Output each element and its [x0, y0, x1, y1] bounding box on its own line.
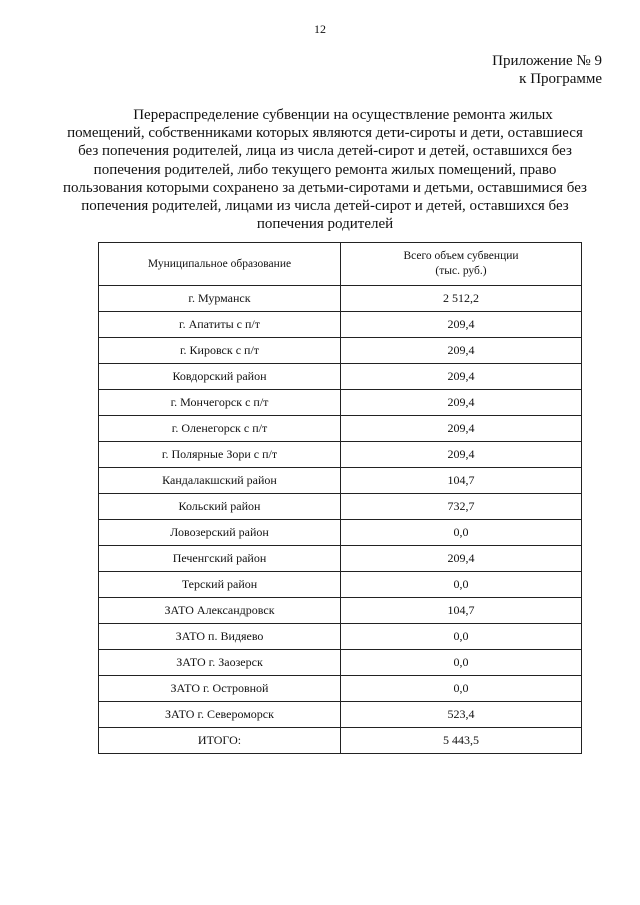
header-subsidy-label: Всего объем субвенции	[403, 250, 519, 262]
subsidy-value-cell: 0,0	[341, 520, 582, 546]
table-row	[99, 650, 582, 676]
subsidy-value-cell: 209,4	[341, 546, 582, 572]
subsidy-value-cell: 209,4	[341, 364, 582, 390]
header-municipality: Муниципальное образование	[99, 243, 341, 286]
title-line: помещений, собственниками которых являются дети-сироты и дети, оставшиеся	[67, 125, 583, 142]
subsidy-value-cell: 104,7	[341, 598, 582, 624]
appendix-reference: к Программе	[519, 71, 602, 87]
table-row	[99, 546, 582, 572]
table-header-row	[99, 243, 582, 286]
subsidy-value-cell: 209,4	[341, 338, 582, 364]
header-subsidy-total	[341, 243, 582, 286]
table-row	[99, 416, 582, 442]
municipality-cell: Терский район	[99, 572, 341, 598]
municipality-cell: Ковдорский район	[99, 364, 341, 390]
page-number: 12	[314, 22, 326, 36]
subsidy-value-cell: 732,7	[341, 494, 582, 520]
table-row	[99, 624, 582, 650]
subsidy-value-cell: 209,4	[341, 416, 582, 442]
table-body	[99, 286, 582, 728]
table-row	[99, 442, 582, 468]
subsidy-value-cell: 0,0	[341, 650, 582, 676]
appendix-heading	[492, 52, 602, 88]
title-line: попечения родителей	[256, 216, 394, 233]
header-subsidy-unit: (тыс. руб.)	[435, 265, 487, 277]
title-line: попечения родителей, либо текущего ремонта жилых помещений, право	[93, 161, 557, 178]
subsidy-value-cell: 209,4	[341, 442, 582, 468]
title-line: без попечения родителей, лица из числа детей-сирот и детей, оставшихся без	[78, 143, 572, 160]
table-row	[99, 702, 582, 728]
table-row	[99, 520, 582, 546]
subsidy-value-cell: 104,7	[341, 468, 582, 494]
table-row	[99, 390, 582, 416]
table-row	[99, 364, 582, 390]
subsidy-table	[98, 242, 582, 754]
subsidy-value-cell: 0,0	[341, 676, 582, 702]
subsidy-value-cell: 209,4	[341, 312, 582, 338]
municipality-cell: Печенгский район	[99, 546, 341, 572]
municipality-cell: ЗАТО Александровск	[99, 598, 341, 624]
title-line: Перераспределение субвенции на осуществление ремонта жилых	[133, 107, 553, 123]
document-title	[48, 106, 602, 233]
total-label: ИТОГО:	[99, 728, 341, 754]
municipality-cell: г. Оленегорск с п/т	[99, 416, 341, 442]
municipality-cell: ЗАТО г. Островной	[99, 676, 341, 702]
municipality-cell: Ловозерский район	[99, 520, 341, 546]
municipality-cell: г. Мончегорск с п/т	[99, 390, 341, 416]
table-row	[99, 286, 582, 312]
total-value: 5 443,5	[341, 728, 582, 754]
table-row	[99, 676, 582, 702]
subsidy-value-cell: 523,4	[341, 702, 582, 728]
table-row	[99, 312, 582, 338]
subsidy-value-cell: 209,4	[341, 390, 582, 416]
title-line: пользования которыми сохранено за детьми-сиротами и детьми, оставшимися без	[63, 179, 587, 196]
table-row	[99, 598, 582, 624]
table-row	[99, 338, 582, 364]
table-row	[99, 468, 582, 494]
total-row	[99, 728, 582, 754]
municipality-cell: г. Апатиты с п/т	[99, 312, 341, 338]
municipality-cell: г. Кировск с п/т	[99, 338, 341, 364]
municipality-cell: Кандалакшский район	[99, 468, 341, 494]
municipality-cell: ЗАТО п. Видяево	[99, 624, 341, 650]
municipality-cell: г. Мурманск	[99, 286, 341, 312]
table-row	[99, 572, 582, 598]
subsidy-value-cell: 0,0	[341, 572, 582, 598]
municipality-cell: ЗАТО г. Заозерск	[99, 650, 341, 676]
subsidy-value-cell: 2 512,2	[341, 286, 582, 312]
subsidy-value-cell: 0,0	[341, 624, 582, 650]
table-row	[99, 494, 582, 520]
municipality-cell: ЗАТО г. Североморск	[99, 702, 341, 728]
title-line: попечения родителей, лицами из числа детей-сирот и детей, оставшихся без	[81, 198, 569, 215]
municipality-cell: Кольский район	[99, 494, 341, 520]
municipality-cell: г. Полярные Зори с п/т	[99, 442, 341, 468]
appendix-number: Приложение № 9	[492, 53, 602, 69]
